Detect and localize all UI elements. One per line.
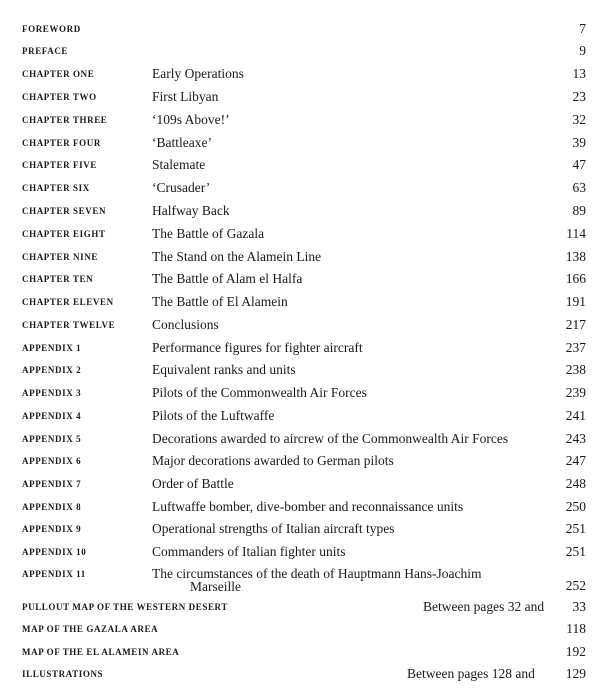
toc-title: Decorations awarded to aircrew of the Commonwealth Air Forces: [152, 431, 509, 446]
toc-row: [0, 155, 608, 175]
toc-row: [0, 64, 608, 84]
toc-page: 251: [565, 521, 586, 536]
toc-title: Pilots of the Luftwaffe: [152, 408, 275, 423]
toc-row: [0, 338, 608, 358]
toc-page: 192: [565, 644, 586, 659]
toc-row: [0, 519, 608, 539]
toc-page: 250: [565, 499, 586, 514]
toc-title: Equivalent ranks and units: [152, 362, 296, 377]
toc-row: [0, 497, 608, 517]
toc-row: [0, 247, 608, 267]
toc-title: Commanders of Italian fighter units: [152, 544, 346, 559]
toc-row: [0, 315, 608, 335]
toc-label: APPENDIX 8: [22, 502, 82, 512]
toc-label: CHAPTER FIVE: [22, 160, 97, 170]
toc-label: PULLOUT MAP OF THE WESTERN DESERT: [22, 602, 228, 612]
toc-title: Conclusions: [152, 317, 219, 332]
toc-page: 47: [572, 157, 586, 172]
toc-row: [0, 542, 608, 562]
toc-label: CHAPTER NINE: [22, 252, 98, 262]
toc-row: [0, 642, 608, 662]
toc-row: [0, 292, 608, 312]
toc-label: CHAPTER FOUR: [22, 138, 101, 148]
toc-row: [0, 178, 608, 198]
toc-row: [0, 41, 608, 61]
toc-title: ‘Battleaxe’: [152, 135, 212, 150]
toc-page: 217: [565, 317, 586, 332]
toc-label: APPENDIX 3: [22, 388, 82, 398]
toc-title: Operational strengths of Italian aircraft types: [152, 521, 395, 536]
toc-label: APPENDIX 1: [22, 343, 82, 353]
toc-label: CHAPTER SEVEN: [22, 206, 107, 216]
toc-row: [0, 133, 608, 153]
toc-row: [0, 619, 608, 639]
toc-page: 63: [572, 180, 586, 195]
toc-title: Major decorations awarded to German pilots: [152, 453, 394, 468]
toc-label: CHAPTER TWELVE: [22, 320, 116, 330]
toc-title: ‘109s Above!’: [152, 112, 230, 127]
toc-row: [0, 597, 608, 617]
toc-label: PREFACE: [22, 46, 69, 56]
toc-label: FOREWORD: [22, 24, 81, 34]
toc-row: [0, 406, 608, 426]
toc-label: CHAPTER EIGHT: [22, 229, 106, 239]
toc-row: [0, 110, 608, 130]
toc-title: Pilots of the Commonwealth Air Forces: [152, 385, 367, 400]
toc-page: 251: [565, 544, 586, 559]
toc-row: [0, 564, 608, 598]
toc-title: First Libyan: [152, 89, 219, 104]
toc-title: ‘Crusader’: [152, 180, 211, 195]
toc-label: CHAPTER SIX: [22, 183, 90, 193]
toc-label: MAP OF THE EL ALAMEIN AREA: [22, 647, 180, 657]
toc-page: 39: [572, 135, 586, 150]
toc-row: [0, 19, 608, 39]
toc-page: 238: [565, 362, 586, 377]
toc-row: [0, 664, 608, 684]
toc-label: APPENDIX 11: [22, 569, 86, 579]
toc-page: 252: [565, 578, 586, 593]
toc-page: 243: [565, 431, 586, 446]
toc-page: 7: [579, 21, 586, 36]
toc-row: [0, 360, 608, 380]
toc-title: Halfway Back: [152, 203, 230, 218]
toc-label: CHAPTER ELEVEN: [22, 297, 114, 307]
toc-page: 23: [572, 89, 586, 104]
toc-page: 247: [565, 453, 586, 468]
toc-page: 248: [565, 476, 586, 491]
toc-title-continuation: Marseille: [190, 579, 241, 594]
toc-page: 89: [572, 203, 586, 218]
toc-page: 33: [572, 599, 586, 614]
toc-row: [0, 451, 608, 471]
toc-title: The Battle of Alam el Halfa: [152, 271, 303, 286]
toc-row: [0, 429, 608, 449]
toc-page: 138: [565, 249, 586, 264]
toc-label: APPENDIX 9: [22, 524, 82, 534]
toc-title: Stalemate: [152, 157, 206, 172]
toc-label: CHAPTER ONE: [22, 69, 95, 79]
toc-label: APPENDIX 10: [22, 547, 87, 557]
toc-page: 239: [565, 385, 586, 400]
toc-page: 129: [565, 666, 586, 681]
toc-page: 166: [565, 271, 586, 286]
toc-label: APPENDIX 2: [22, 365, 82, 375]
toc-label: APPENDIX 7: [22, 479, 82, 489]
toc-label: MAP OF THE GAZALA AREA: [22, 624, 159, 634]
toc-title: Early Operations: [152, 66, 244, 81]
toc-label: CHAPTER THREE: [22, 115, 108, 125]
toc-title: Luftwaffe bomber, dive-bomber and reconnaissance units: [152, 499, 464, 514]
toc-page: 237: [565, 340, 586, 355]
toc-between-pages: Between pages 128 and: [407, 666, 535, 681]
toc-row: [0, 87, 608, 107]
toc-page: 241: [565, 408, 586, 423]
toc-row: [0, 269, 608, 289]
toc-between-pages: Between pages 32 and: [423, 599, 545, 614]
toc-row: [0, 383, 608, 403]
toc-label: APPENDIX 4: [22, 411, 82, 421]
toc-label: CHAPTER TEN: [22, 274, 94, 284]
toc-page: 9: [579, 43, 586, 58]
toc-title: The Stand on the Alamein Line: [152, 249, 322, 264]
toc-page: 32: [572, 112, 586, 127]
toc-label: APPENDIX 5: [22, 434, 82, 444]
toc-row: [0, 224, 608, 244]
toc-label: CHAPTER TWO: [22, 92, 97, 102]
toc-title: The circumstances of the death of Hauptmann Hans-Joachim: [152, 566, 482, 581]
toc-title: Performance figures for fighter aircraft: [152, 340, 363, 355]
toc-page: 118: [566, 621, 586, 636]
toc-label: APPENDIX 6: [22, 456, 82, 466]
toc-row: [0, 201, 608, 221]
toc-label: ILLUSTRATIONS: [22, 669, 104, 679]
toc-row: [0, 474, 608, 494]
toc-page: 191: [565, 294, 586, 309]
toc-title: The Battle of Gazala: [152, 226, 265, 241]
toc-title: The Battle of El Alamein: [152, 294, 288, 309]
toc-page: 114: [566, 226, 586, 241]
toc-title: Order of Battle: [152, 476, 234, 491]
toc-page: 13: [572, 66, 586, 81]
